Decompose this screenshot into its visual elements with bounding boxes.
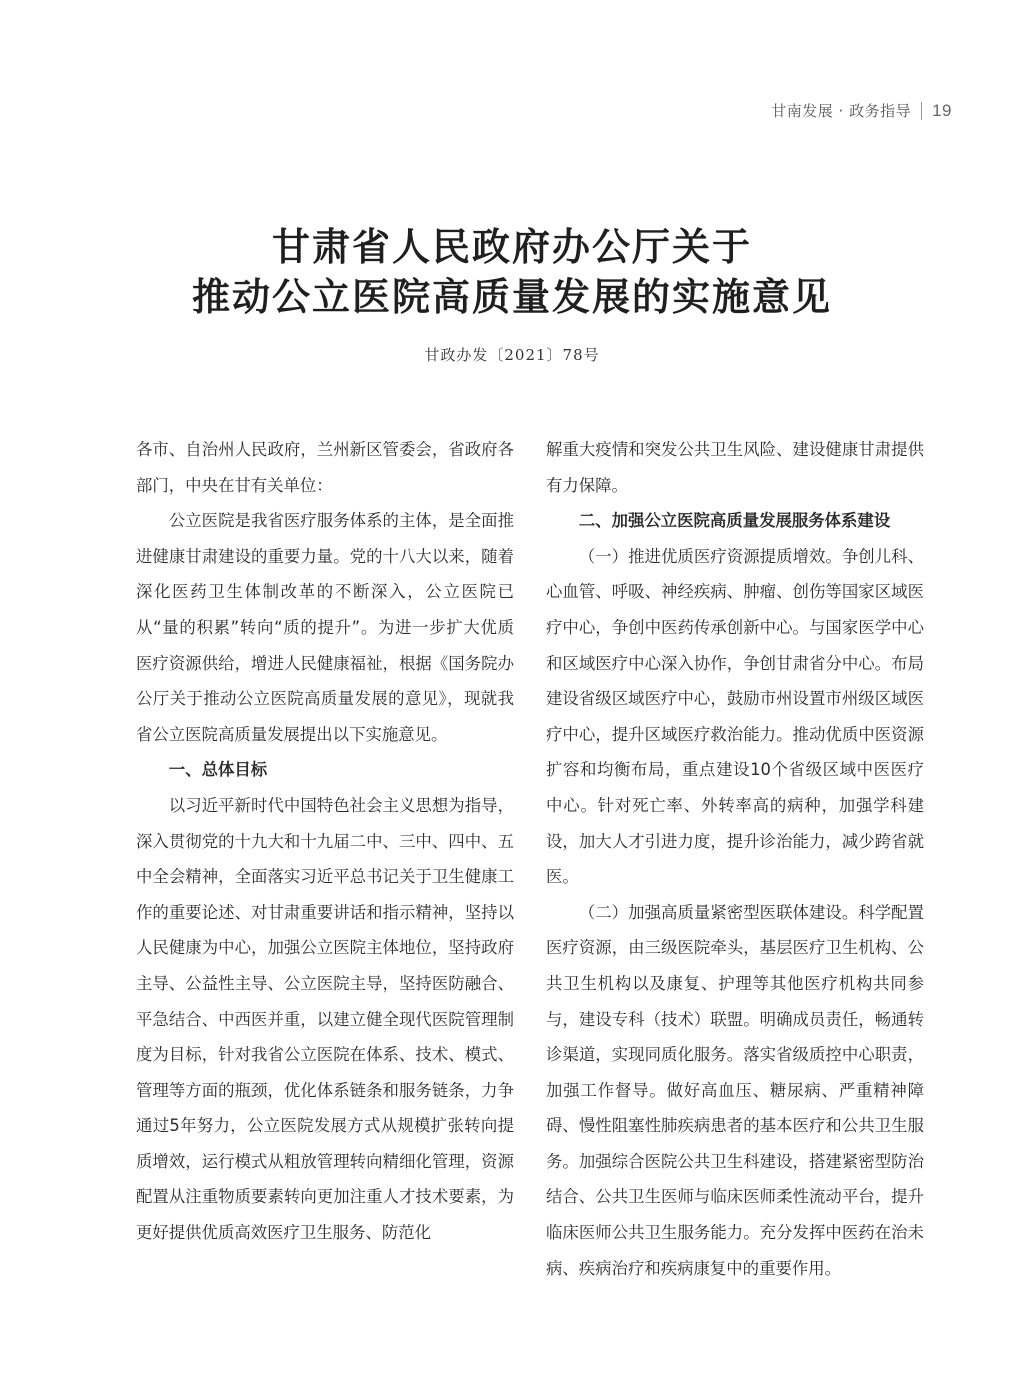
section-name: 甘南发展 · 政务指导 (771, 102, 912, 120)
section-heading-1: 一、总体目标 (168, 760, 268, 780)
paragraph-addressees: 各市、自治州人民政府，兰州新区管委会，省政府各部门，中央在甘有关单位： (136, 440, 514, 495)
paragraph-goals-continued: 解重大疫情和突发公共卫生风险、建设健康甘肃提供有力保障。 (546, 440, 924, 495)
paragraph-intro: 公立医院是我省医疗服务体系的主体，是全面推进健康甘肃建设的重要力量。党的十八大以来，随着深化医药卫生体制改革的不断深入，公立医院已从“量的积累”转向“质的提升”。为进一步扩大优质医疗资源供给，增进人民健康福祉，根据《国务院办公厅关于推动公立医院高质量发展的意见》，现就我省公立医院高质量发展提出以下实施意见。 (136, 511, 514, 744)
document-title (0, 222, 1024, 322)
paragraph-goals: 以习近平新时代中国特色社会主义思想为指导，深入贯彻党的十九大和十九届二中、三中、四中、五中全会精神，全面落实习近平总书记关于卫生健康工作的重要论述、对甘肃重要讲话和指示精神，坚持以人民健康为中心，加强公立医院主体地位，坚持政府主导、公益性主导、公立医院主导，坚持医防融合、平急结合、中西医并重，以建立健全现代医院管理制度为目标，针对我省公立医院在体系、技术、模式、管理等方面的瓶颈，优化体系链条和服务链条，力争通过5年努力，公立医院发展方式从规模扩张转向提质增效，运行模式从粗放管理转向精细化管理，资源配置从注重物质要素转向更加注重人才技术要素，为更好提供优质高效医疗卫生服务、防范化 (136, 795, 514, 1243)
section-heading-2: 二、加强公立医院高质量发展服务体系建设 (578, 511, 891, 531)
page-number: 19 (932, 100, 952, 120)
document-number: 甘政办发〔2021〕78号 (424, 346, 600, 364)
running-header (771, 100, 952, 121)
paragraph-item-1: （一）推进优质医疗资源提质增效。争创儿科、心血管、呼吸、神经疾病、肿瘤、创伤等国家区域医疗中心，争创中医药传承创新中心。与国家医学中心和区域医疗中心深入协作，争创甘肃省分中心。布局建设省级区域医疗中心，鼓励市州设置市州级区域医疗中心，提升区域医疗救治能力。推动优质中医资源扩容和均衡布局，重点建设10个省级区域中医医疗中心。针对死亡率、外转率高的病种，加强学科建设，加大人才引进力度，提升诊治能力，减少跨省就医。 (546, 546, 924, 887)
title-line-2: 推动公立医院高质量发展的实施意见 (191, 274, 832, 319)
paragraph-item-2: （二）加强高质量紧密型医联体建设。科学配置医疗资源，由三级医院牵头，基层医疗卫生机构、公共卫生机构以及康复、护理等其他医疗机构共同参与，建设专科（技术）联盟。明确成员责任，畅通转诊渠道，实现同质化服务。落实省级质控中心职责，加强工作督导。做好高血压、糖尿病、严重精神障碍、慢性阻塞性肺疾病患者的基本医疗和公共卫生服务。加强综合医院公共卫生科建设，搭建紧密型防治结合、公共卫生医师与临床医师柔性流动平台，提升临床医师公共卫生服务能力。充分发挥中医药在治未病、疾病治疗和疾病康复中的重要作用。 (546, 902, 924, 1278)
right-column (546, 432, 924, 1286)
header-divider (921, 102, 922, 120)
title-line-1: 甘肃省人民政府办公厅关于 (271, 224, 752, 269)
left-column (136, 432, 514, 1251)
